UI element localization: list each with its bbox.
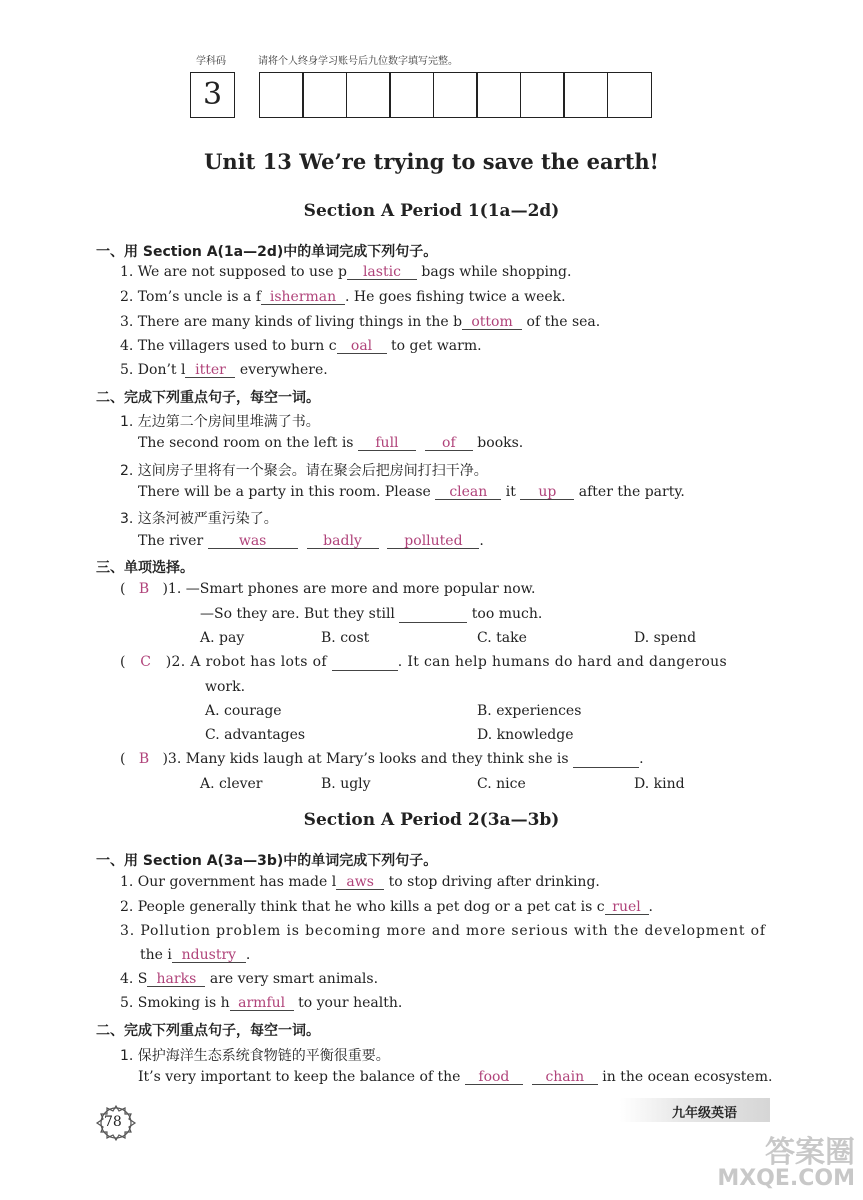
- answer-blank[interactable]: polluted: [387, 534, 479, 549]
- watermark: [717, 1135, 855, 1192]
- mc-option[interactable]: C. nice: [477, 776, 526, 792]
- mc-option[interactable]: A. pay: [200, 630, 245, 646]
- part-heading: 三、单项选择。: [96, 560, 194, 576]
- digit-box[interactable]: [520, 72, 565, 118]
- digit-box[interactable]: [346, 72, 391, 118]
- watermark-line1: 答案圈: [765, 1135, 855, 1170]
- answer-blank[interactable]: ruel: [605, 900, 649, 915]
- mc-option[interactable]: B. ugly: [321, 776, 371, 792]
- answer-blank[interactable]: food: [465, 1070, 523, 1085]
- page-number-badge: [92, 1102, 140, 1144]
- chinese-prompt: 2. 这间房子里将有一个聚会。请在聚会后把房间打扫干净。: [120, 463, 488, 479]
- account-instruction: 请将个人终身学习账号后九位数字填写完整。: [258, 56, 458, 67]
- exercise-line: 5. Smoking is h armful to your health.: [120, 995, 403, 1011]
- account-number-boxes: [190, 72, 650, 120]
- mc-option[interactable]: D. kind: [634, 776, 685, 792]
- answer-blank[interactable]: isherman: [261, 290, 345, 305]
- answer-blank[interactable]: was: [208, 534, 298, 549]
- subject-code-label: 学科码: [196, 56, 226, 67]
- mc-option[interactable]: C. take: [477, 630, 527, 646]
- choice-answer[interactable]: B: [138, 581, 150, 597]
- exercise-line: The river was badly polluted .: [138, 533, 484, 549]
- exercise-line: The second room on the left is full of books.: [138, 435, 524, 451]
- part-heading: 一、用 Section A(3a—3b)中的单词完成下列句子。: [96, 853, 438, 869]
- mc-question: ( B )3. Many kids laugh at Mary’s looks and they think she is .: [120, 751, 644, 767]
- question-blank: [573, 751, 639, 768]
- answer-blank[interactable]: full: [358, 436, 416, 451]
- mc-option[interactable]: B. experiences: [477, 703, 582, 719]
- answer-blank[interactable]: of: [425, 436, 473, 451]
- answer-blank[interactable]: lastic: [347, 265, 417, 280]
- digit-box[interactable]: [563, 72, 608, 118]
- unit-title: Unit 13 We’re trying to save the earth!: [204, 149, 659, 174]
- mc-option[interactable]: D. knowledge: [477, 727, 574, 743]
- exercise-line: 3. There are many kinds of living things in the b ottom of the sea.: [120, 314, 601, 330]
- part-heading: 二、完成下列重点句子，每空一词。: [96, 1023, 320, 1039]
- answer-blank[interactable]: badly: [307, 534, 379, 549]
- choice-answer[interactable]: C: [140, 654, 152, 670]
- mc-question-line2: —So they are. But they still too much.: [200, 606, 543, 622]
- exercise-line: 2. People generally think that he who kills a pet dog or a pet cat is c ruel .: [120, 899, 653, 915]
- answer-blank[interactable]: harks: [147, 972, 205, 987]
- question-blank: [399, 606, 467, 623]
- section-heading-1: Section A Period 1(1a—2d): [303, 201, 560, 221]
- digit-box[interactable]: [302, 72, 347, 118]
- mc-question: ( B )1. —Smart phones are more and more popular now.: [120, 581, 536, 597]
- exercise-line: There will be a party in this room. Please clean it up after the party.: [138, 484, 685, 500]
- page-number: 78: [104, 1114, 122, 1130]
- exercise-line: 5. Don’t l itter everywhere.: [120, 362, 328, 378]
- answer-blank[interactable]: oal: [337, 339, 387, 354]
- watermark-line2: MXQE.COM: [717, 1166, 855, 1191]
- answer-blank[interactable]: chain: [532, 1070, 598, 1085]
- exercise-line: 1. Our government has made l aws to stop driving after drinking.: [120, 874, 600, 890]
- digit-box[interactable]: [476, 72, 521, 118]
- digit-box[interactable]: [389, 72, 434, 118]
- exercise-line: the i ndustry .: [140, 947, 251, 963]
- chinese-prompt: 1. 保护海洋生态系统食物链的平衡很重要。: [120, 1048, 390, 1064]
- part-heading: 一、用 Section A(1a—2d)中的单词完成下列句子。: [96, 244, 438, 260]
- mc-option[interactable]: A. courage: [205, 703, 282, 719]
- answer-blank[interactable]: ndustry: [172, 948, 246, 963]
- answer-blank[interactable]: itter: [185, 363, 235, 378]
- answer-blank[interactable]: clean: [435, 485, 501, 500]
- chinese-prompt: 3. 这条河被严重污染了。: [120, 511, 278, 527]
- section-heading-2: Section A Period 2(3a—3b): [303, 810, 560, 830]
- subject-code-box: 3: [190, 72, 235, 118]
- mc-option[interactable]: C. advantages: [205, 727, 306, 743]
- choice-answer[interactable]: B: [138, 751, 150, 767]
- mc-question: ( C )2. A robot has lots of . It can help humans do hard and dangerous: [120, 654, 728, 670]
- answer-blank[interactable]: armful: [230, 996, 294, 1011]
- exercise-line: 4. The villagers used to burn c oal to get warm.: [120, 338, 482, 354]
- chinese-prompt: 1. 左边第二个房间里堆满了书。: [120, 414, 320, 430]
- digit-box[interactable]: [433, 72, 478, 118]
- digit-box[interactable]: [259, 72, 304, 118]
- mc-option[interactable]: D. spend: [634, 630, 697, 646]
- digit-box[interactable]: [607, 72, 652, 118]
- mc-option[interactable]: A. clever: [200, 776, 263, 792]
- exercise-line: 3. Pollution problem is becoming more and more serious with the development of: [120, 923, 766, 939]
- exercise-line: 4. S harks are very smart animals.: [120, 971, 379, 987]
- exercise-line: 1. We are not supposed to use p lastic bags while shopping.: [120, 264, 572, 280]
- grade-label: 九年级英语: [672, 1106, 738, 1121]
- answer-blank[interactable]: aws: [336, 875, 384, 890]
- answer-blank[interactable]: ottom: [462, 315, 522, 330]
- exercise-line: 2. Tom’s uncle is a f isherman . He goes fishing twice a week.: [120, 289, 566, 305]
- mc-question-line2: work.: [205, 679, 246, 695]
- exercise-line: It’s very important to keep the balance of the food chain in the ocean ecosystem.: [138, 1069, 773, 1085]
- mc-option[interactable]: B. cost: [321, 630, 370, 646]
- answer-blank[interactable]: up: [520, 485, 574, 500]
- part-heading: 二、完成下列重点句子，每空一词。: [96, 390, 320, 406]
- question-blank: [332, 654, 398, 671]
